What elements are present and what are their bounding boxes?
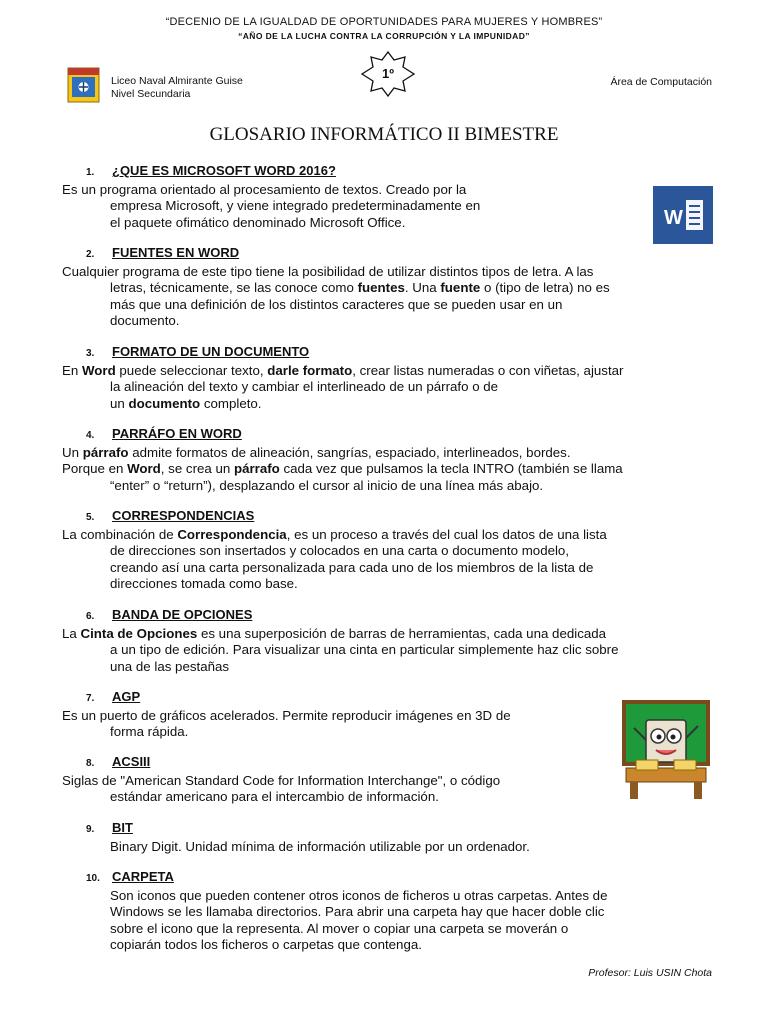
text-run: completo.	[200, 395, 262, 411]
entry-number: 4.	[86, 430, 95, 441]
entry-heading: CORRESPONDENCIAS	[112, 508, 255, 523]
text-run: La	[62, 625, 81, 641]
text-run-bold: fuentes	[357, 280, 405, 295]
entry-number: 5.	[86, 512, 95, 523]
glossary-entry-10	[62, 869, 714, 954]
text-run-bold: Word	[81, 362, 116, 378]
header-year-line: “AÑO DE LA LUCHA CONTRA LA CORRUPCIÓN Y LA IMPUNIDAD”	[238, 31, 530, 41]
entry-line: de direcciones son insertados y colocados en una carta o documento modelo,	[110, 543, 570, 558]
text-run: puede seleccionar texto,	[115, 362, 268, 378]
text-run: , se crea un	[160, 461, 234, 476]
glossary-entry-4	[62, 426, 714, 494]
entry-number: 9.	[86, 824, 95, 835]
entry-line: Windows se les llamaba directorios. Para abrir una carpeta hay que hacer doble clic	[110, 904, 605, 919]
entry-line: estándar americano para el intercambio de información.	[110, 789, 439, 804]
glossary-entry-2	[62, 245, 714, 330]
entry-heading: BANDA DE OPCIONES	[112, 607, 253, 622]
entry-number: 6.	[86, 611, 95, 622]
text-run: admite formatos de alineación, sangrías, espaciado, interlineados, bordes.	[128, 444, 571, 460]
entry-line: Siglas de "American Standard Code for Information Interchange", o código	[62, 772, 501, 788]
entry-line	[62, 461, 714, 478]
text-run: , es un proceso a través del cual los datos de una lista	[286, 526, 607, 542]
text-run: En	[62, 362, 82, 378]
text-run: o (tipo de letra) no es	[480, 280, 610, 295]
glossary-entry-1	[62, 163, 633, 231]
grade-label: 1º	[382, 66, 394, 81]
entry-body	[62, 182, 633, 232]
entry-line: la alineación del texto y cambiar el interlineado de un párrafo o de	[110, 379, 499, 394]
glossary-entry-5	[62, 508, 714, 593]
glossary-entry-3	[62, 344, 714, 412]
entry-body	[62, 708, 616, 741]
entry-heading: PARRÁFO EN WORD	[112, 426, 242, 441]
text-run: cada vez que pulsamos la tecla INTRO (también se llama	[279, 461, 623, 476]
entry-line: más que una definición de los distintos caracteres que se pueden usar en un	[110, 296, 563, 312]
entry-line: Es un programa orientado al procesamiento de textos. Creado por la	[62, 181, 467, 197]
text-run: , crear listas numeradas o con viñetas, ajustar	[352, 362, 624, 378]
entry-number: 1.	[86, 167, 95, 178]
entry-heading: ACSIII	[112, 754, 151, 769]
page-title: GLOSARIO INFORMÁTICO II BIMESTRE	[209, 124, 559, 145]
entry-body	[62, 888, 714, 954]
entry-line: Binary Digit. Unidad mínima de información utilizable por un ordenador.	[110, 838, 530, 854]
entry-line: a un tipo de edición. Para visualizar una cinta en particular simplemente haz clic sobre	[110, 642, 619, 657]
entry-heading: BIT	[112, 820, 133, 835]
microsoft-word-icon	[653, 186, 713, 244]
entry-line: creando así una carta personalizada para cada uno de los miembros de la lista de	[110, 559, 594, 575]
entry-body	[62, 773, 616, 806]
glossary-entry-6	[62, 607, 714, 675]
text-run-bold: Cinta de Opciones	[80, 625, 198, 641]
entry-heading: ¿QUE ES MICROSOFT WORD 2016?	[112, 163, 336, 178]
entry-line: documento.	[110, 313, 180, 328]
text-run: La combinación de	[62, 526, 178, 542]
entry-body	[62, 264, 714, 330]
header-decade-line: “DECENIO DE LA IGUALDAD DE OPORTUNIDADES PARA MUJERES Y HOMBRES”	[165, 16, 603, 28]
entry-line: Cualquier programa de este tipo tiene la posibilidad de utilizar distintos tipos de letra. A las	[62, 263, 594, 279]
text-run: . Una	[404, 280, 441, 295]
text-run: es una superposición de barras de herramientas, cada una dedicada	[197, 625, 607, 641]
entry-line	[110, 280, 714, 297]
entry-body	[62, 527, 714, 593]
glossary-entry-7	[62, 689, 616, 741]
entry-number: 7.	[86, 693, 95, 704]
entry-line: direcciones tomada como base.	[110, 576, 298, 591]
professor-signature: Profesor: Luis USIN Chota	[588, 967, 712, 979]
school-crest-icon	[67, 67, 100, 103]
entry-number: 2.	[86, 249, 95, 260]
school-info	[111, 75, 243, 101]
entry-body	[62, 363, 714, 413]
text-run-bold: párrafo	[82, 444, 129, 460]
entry-line: una de las pestañas	[110, 658, 230, 674]
text-run-bold: darle formato	[267, 362, 353, 378]
text-run: letras, técnicamente, se las conoce como	[110, 280, 358, 295]
entry-line	[110, 396, 714, 413]
entry-line	[62, 626, 714, 643]
entry-body	[62, 626, 714, 676]
entry-line: empresa Microsoft, y viene integrado predeterminadamente en	[110, 198, 481, 213]
entry-line	[62, 445, 714, 462]
entry-line: Son iconos que pueden contener otros iconos de ficheros u otras carpetas. Antes de	[110, 887, 608, 903]
svg-text:W: W	[664, 207, 683, 229]
entry-line: sobre el icono que la representa. Al mover o copiar una carpeta se moverán o	[110, 920, 569, 936]
glossary-entry-8	[62, 754, 616, 806]
text-run: un	[110, 395, 129, 411]
entry-number: 3.	[86, 348, 95, 359]
entry-line: Es un puerto de gráficos acelerados. Permite reproducir imágenes en 3D de	[62, 707, 511, 723]
entry-number: 8.	[86, 758, 95, 769]
text-run-bold: documento	[128, 395, 201, 411]
glossary-entry-9	[62, 820, 714, 855]
area-label: Área de Computación	[610, 76, 712, 88]
entry-heading: FUENTES EN WORD	[112, 245, 240, 260]
text-run-bold: Word	[127, 461, 161, 476]
entry-number: 10.	[86, 873, 100, 884]
entry-heading: AGP	[112, 689, 141, 704]
entry-body	[62, 445, 714, 495]
entry-line: copiarán todos los ficheros o carpetas que contenga.	[110, 937, 422, 952]
text-run: Porque en	[62, 461, 128, 476]
entry-line: el paquete ofimático denominado Microsoft Office.	[110, 214, 406, 230]
entry-line: “enter” o “return”), desplazando el cursor al inicio de una línea más abajo.	[110, 477, 544, 493]
text-run-bold: párrafo	[233, 461, 280, 476]
computer-teacher-illustration-icon	[616, 698, 716, 801]
entry-body	[62, 839, 714, 856]
text-run-bold: Correspondencia	[177, 526, 287, 542]
entry-line	[62, 527, 714, 544]
school-level: Nivel Secundaria	[111, 88, 191, 100]
entry-line	[62, 363, 714, 380]
school-name: Liceo Naval Almirante Guise	[111, 75, 243, 87]
entry-line: forma rápida.	[110, 724, 189, 739]
entry-heading: CARPETA	[112, 869, 174, 884]
entry-heading: FORMATO DE UN DOCUMENTO	[112, 344, 310, 359]
text-run: Un	[62, 444, 83, 460]
text-run-bold: fuente	[440, 280, 481, 295]
